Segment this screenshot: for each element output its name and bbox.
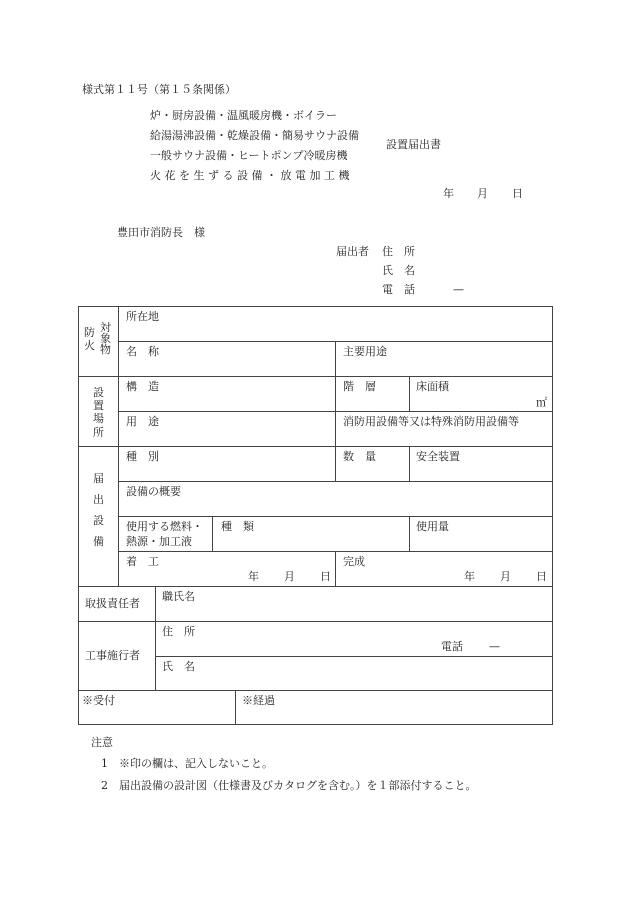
floor-area-label: 床面積 — [416, 380, 449, 393]
note-number: 1 — [101, 757, 108, 770]
equipment-header: 届 出 設 備 — [93, 472, 104, 548]
progress-label: ※経過 — [242, 694, 275, 707]
applicant-phone-dash: — — [453, 283, 464, 296]
quantity-label: 数 量 — [343, 450, 376, 463]
start-day: 日 — [320, 570, 331, 583]
contractor-phone-dash: — — [489, 640, 500, 653]
floor-label: 階 層 — [343, 380, 376, 393]
fuel-kind-label: 種 類 — [221, 520, 254, 533]
usage-label: 使用量 — [416, 520, 449, 533]
use-label: 用 途 — [126, 415, 159, 428]
date-day: 日 — [512, 187, 523, 200]
fire-target-header-mid: 対 象 物 — [100, 321, 111, 356]
safety-device-label: 安全装置 — [416, 450, 460, 463]
applicant-address-label: 住 所 — [382, 245, 415, 258]
note-number: 2 — [101, 779, 108, 792]
date-year: 年 — [443, 187, 454, 200]
manager-label: 取扱責任者 — [85, 597, 140, 610]
date-month: 月 — [477, 187, 488, 200]
title-line: 炉・厨房設備・温風暖房機・ボイラー — [150, 109, 337, 122]
applicant-label: 届出者 — [336, 245, 369, 258]
manager-title-name-label: 職氏名 — [162, 590, 195, 603]
contractor-label: 工事施行者 — [85, 649, 140, 662]
applicant-phone-label: 電 話 — [382, 283, 415, 296]
completion-day: 日 — [536, 570, 547, 583]
fire-equipment-label: 消防用設備等又は特殊消防用設備等 — [343, 415, 519, 428]
site-header: 設 置 場 所 — [93, 386, 104, 439]
notes-heading: 注意 — [91, 736, 113, 749]
main-use-label: 主要用途 — [343, 345, 387, 358]
title-suffix: 設置届出書 — [386, 138, 441, 151]
name-label: 名 称 — [126, 345, 159, 358]
contractor-name-label: 氏 名 — [162, 660, 195, 673]
addressee: 豊田市消防長 様 — [117, 226, 205, 239]
form-number: 様式第１１号（第１５条関係） — [82, 83, 236, 96]
start-year: 年 — [248, 570, 259, 583]
location-label: 所在地 — [126, 310, 159, 323]
overview-label: 設備の概要 — [126, 485, 181, 498]
area-unit: ㎡ — [536, 396, 547, 409]
note-text: ※印の欄は、記入しないこと。 — [119, 757, 273, 770]
contractor-phone-label: 電話 — [441, 640, 463, 653]
start-month: 月 — [284, 570, 295, 583]
reception-label: ※受付 — [82, 694, 115, 707]
fire-target-header-left: 防 火 — [84, 326, 95, 353]
note-text: 届出設備の設計図（仕様書及びカタログを含む。）を１部添付すること。 — [119, 779, 477, 792]
contractor-address-label: 住 所 — [162, 625, 195, 638]
title-line: 火 花 を 生 ず る 設 備 ・ 放 電 加 工 機 — [150, 169, 350, 182]
completion-year: 年 — [464, 570, 475, 583]
title-line: 給湯湯沸設備・乾燥設備・簡易サウナ設備 — [150, 129, 359, 142]
applicant-name-label: 氏 名 — [382, 264, 415, 277]
completion-month: 月 — [500, 570, 511, 583]
structure-label: 構 造 — [126, 380, 159, 393]
title-line: 一般サウナ設備・ヒートポンプ冷暖房機 — [150, 149, 348, 162]
kind-label: 種 別 — [126, 450, 159, 463]
start-label: 着 工 — [126, 555, 159, 568]
completion-label: 完成 — [343, 555, 365, 568]
fuel-label: 使用する燃料・ 熱源・加工液 — [126, 520, 203, 548]
